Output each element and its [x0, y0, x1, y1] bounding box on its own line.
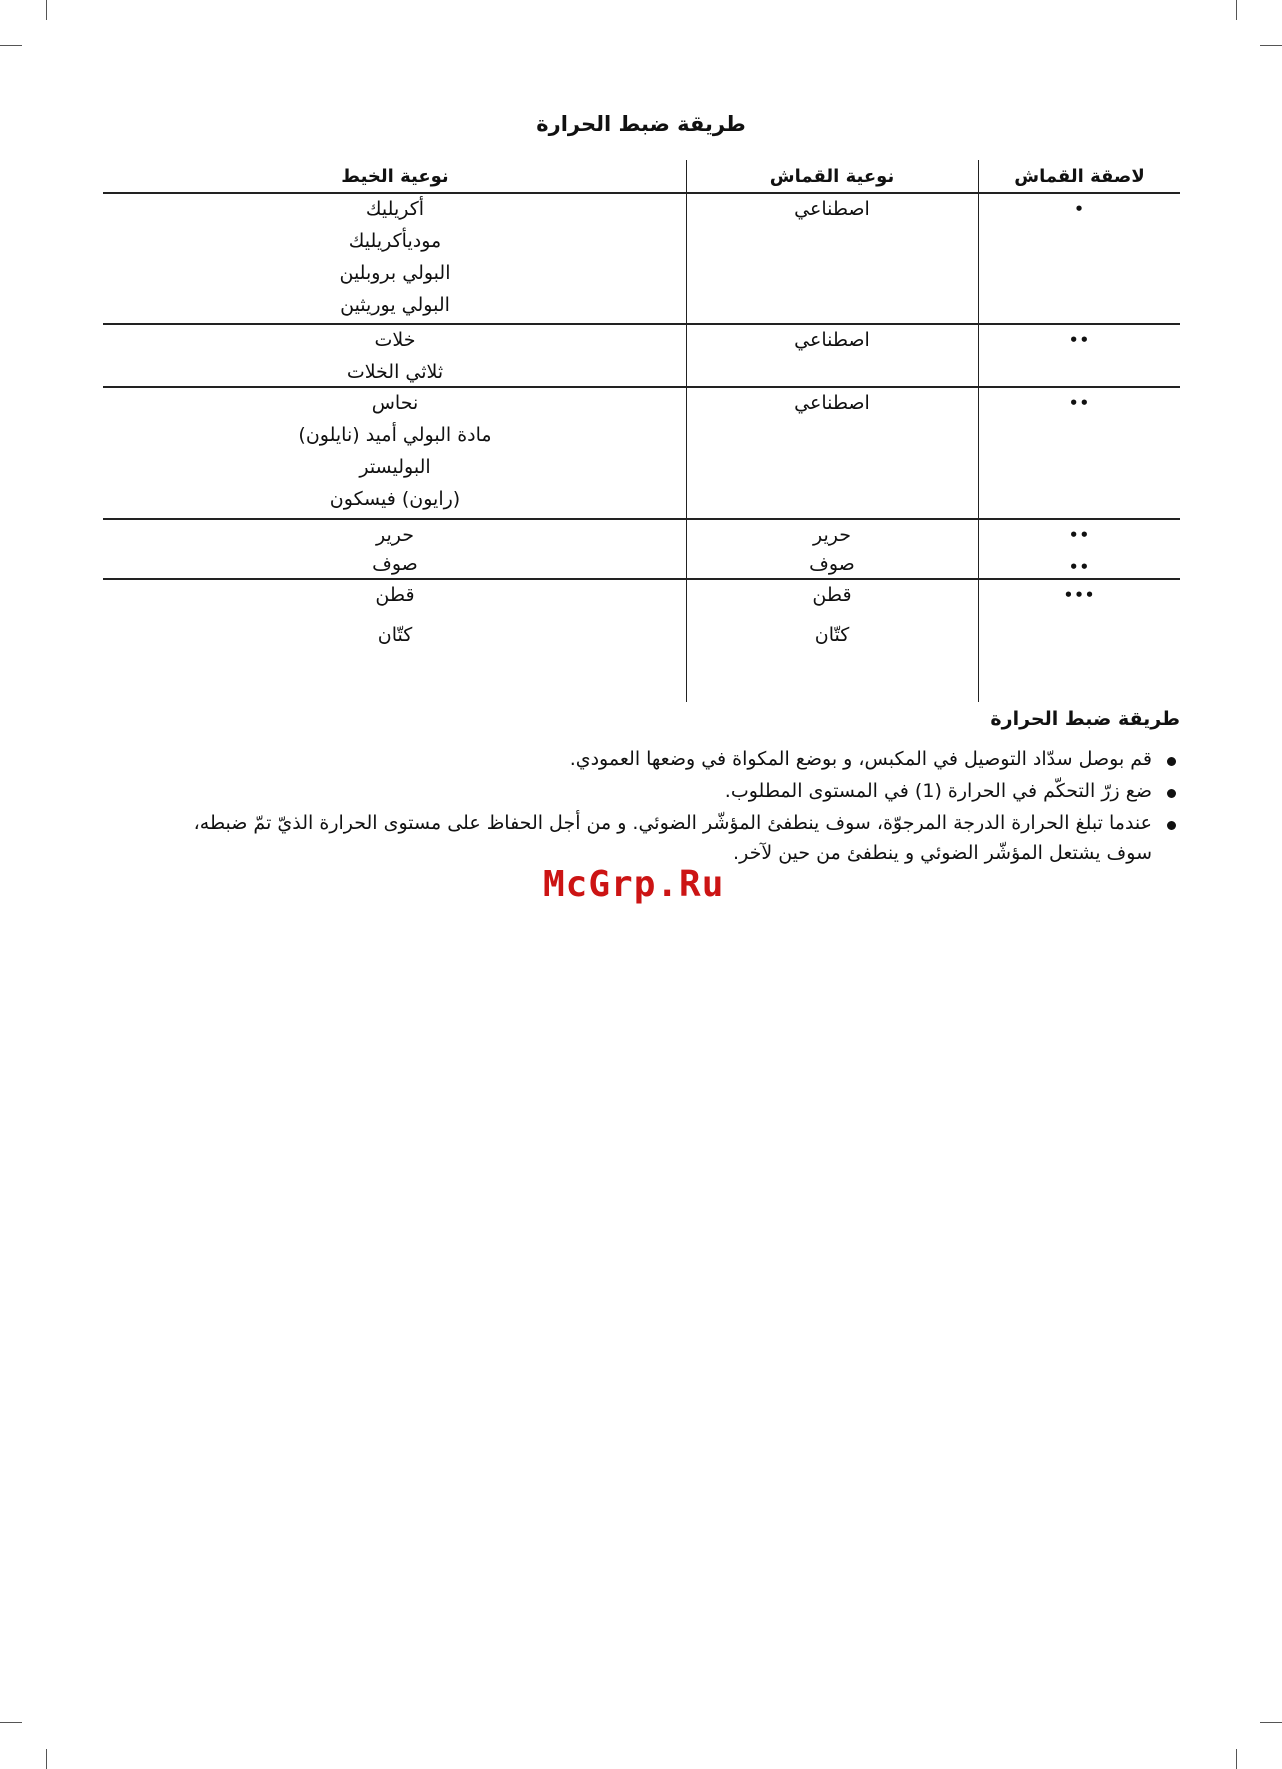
table-row-fabric: [687, 387, 977, 419]
section-title: طريقة ضبط الحرارة: [990, 708, 1180, 730]
column-divider: [978, 160, 980, 702]
crop-mark: [0, 45, 22, 46]
fiber-type: خلات: [374, 329, 416, 351]
fabric-type: قطن: [812, 584, 852, 606]
fiber-type: كتّان: [377, 624, 413, 646]
header-label: لاصقة القماش: [1014, 166, 1145, 187]
table-row-dots: [979, 195, 1180, 227]
fiber-type: قطن: [375, 584, 415, 606]
fiber-type: البوليستر: [359, 456, 431, 478]
table-row-fiber: [105, 387, 685, 515]
fabric-type: صوف: [809, 553, 855, 575]
fiber-type: البولي يوريثين: [340, 294, 450, 316]
crop-mark: [1260, 45, 1282, 46]
bullet-icon: [1167, 789, 1176, 798]
table-row-fabric: [687, 324, 977, 356]
table-row-dots: [979, 521, 1180, 579]
temperature-table: [103, 160, 1180, 702]
watermark: McGrp.Ru: [543, 864, 725, 905]
dots-label: ••: [1068, 558, 1091, 576]
instruction-item: [180, 808, 1180, 868]
table-row-dots: [979, 389, 1180, 421]
fiber-type: البولي بروبلين: [339, 262, 451, 284]
dots-label: •••: [1063, 586, 1096, 604]
table-row-fabric: [687, 519, 977, 577]
crop-mark: [0, 1722, 22, 1723]
table-row-fabric: [687, 193, 977, 225]
table-row-fabric: [687, 579, 977, 651]
table-row-fiber: [105, 324, 685, 388]
instruction-item: [180, 744, 1180, 776]
instruction-item: [180, 776, 1180, 808]
dots-label: ••: [1068, 526, 1091, 544]
fiber-type: نحاس: [371, 392, 419, 414]
fiber-type: مادة البولي أميد (نايلون): [298, 424, 492, 446]
fabric-type: اصطناعي: [794, 198, 870, 220]
fiber-type: صوف: [372, 553, 418, 575]
instructions-list: [180, 744, 1180, 868]
fiber-type: أكريليك: [365, 198, 425, 220]
table-row-dots: [979, 581, 1180, 613]
header-fabric: نوعية القماش: [769, 166, 895, 187]
fiber-type: ثلاثي الخلات: [346, 361, 444, 383]
bullet-icon: [1167, 757, 1176, 766]
page-title: طريقة ضبط الحرارة: [536, 112, 746, 136]
crop-mark: [1260, 1722, 1282, 1723]
fabric-type: كتّان: [814, 624, 850, 646]
crop-mark: [46, 0, 47, 20]
crop-mark: [46, 1749, 47, 1769]
fiber-type: موديأكريليك: [348, 230, 442, 252]
crop-mark: [1236, 0, 1237, 20]
table-row-dots: [979, 326, 1180, 358]
instruction-text: عندما تبلغ الحرارة الدرجة المرجوّة، سوف ينطفئ المؤشّر الضوئي. و من أجل الحفاظ على مستوى الحرارة الذيّ تمّ ضبطه، سوف يشتعل المؤشّر الضوئي و ينطفئ من حين لآخر.: [193, 812, 1152, 864]
instruction-text: قم بوصل سدّاد التوصيل في المكبس، و بوضع المكواة في وضعها العمودي.: [569, 748, 1152, 770]
dots-label: •: [1074, 200, 1085, 218]
table-row-fiber: [105, 519, 685, 577]
table-row-fiber: [105, 193, 685, 321]
dots-label: ••: [1068, 331, 1091, 349]
table-row-fiber: [105, 579, 685, 651]
header-fiber: نوعية الخيط: [341, 166, 449, 187]
fabric-type: حرير: [813, 524, 851, 546]
fiber-type: (رايون) فيسكون: [329, 488, 461, 510]
fabric-type: اصطناعي: [794, 392, 870, 414]
fiber-type: حرير: [376, 524, 414, 546]
instruction-text: ضع زرّ التحكّم في الحرارة (1) في المستوى المطلوب.: [724, 780, 1152, 802]
dots-label: ••: [1068, 394, 1091, 412]
crop-mark: [1236, 1749, 1237, 1769]
bullet-icon: [1167, 821, 1176, 830]
fabric-type: اصطناعي: [794, 329, 870, 351]
